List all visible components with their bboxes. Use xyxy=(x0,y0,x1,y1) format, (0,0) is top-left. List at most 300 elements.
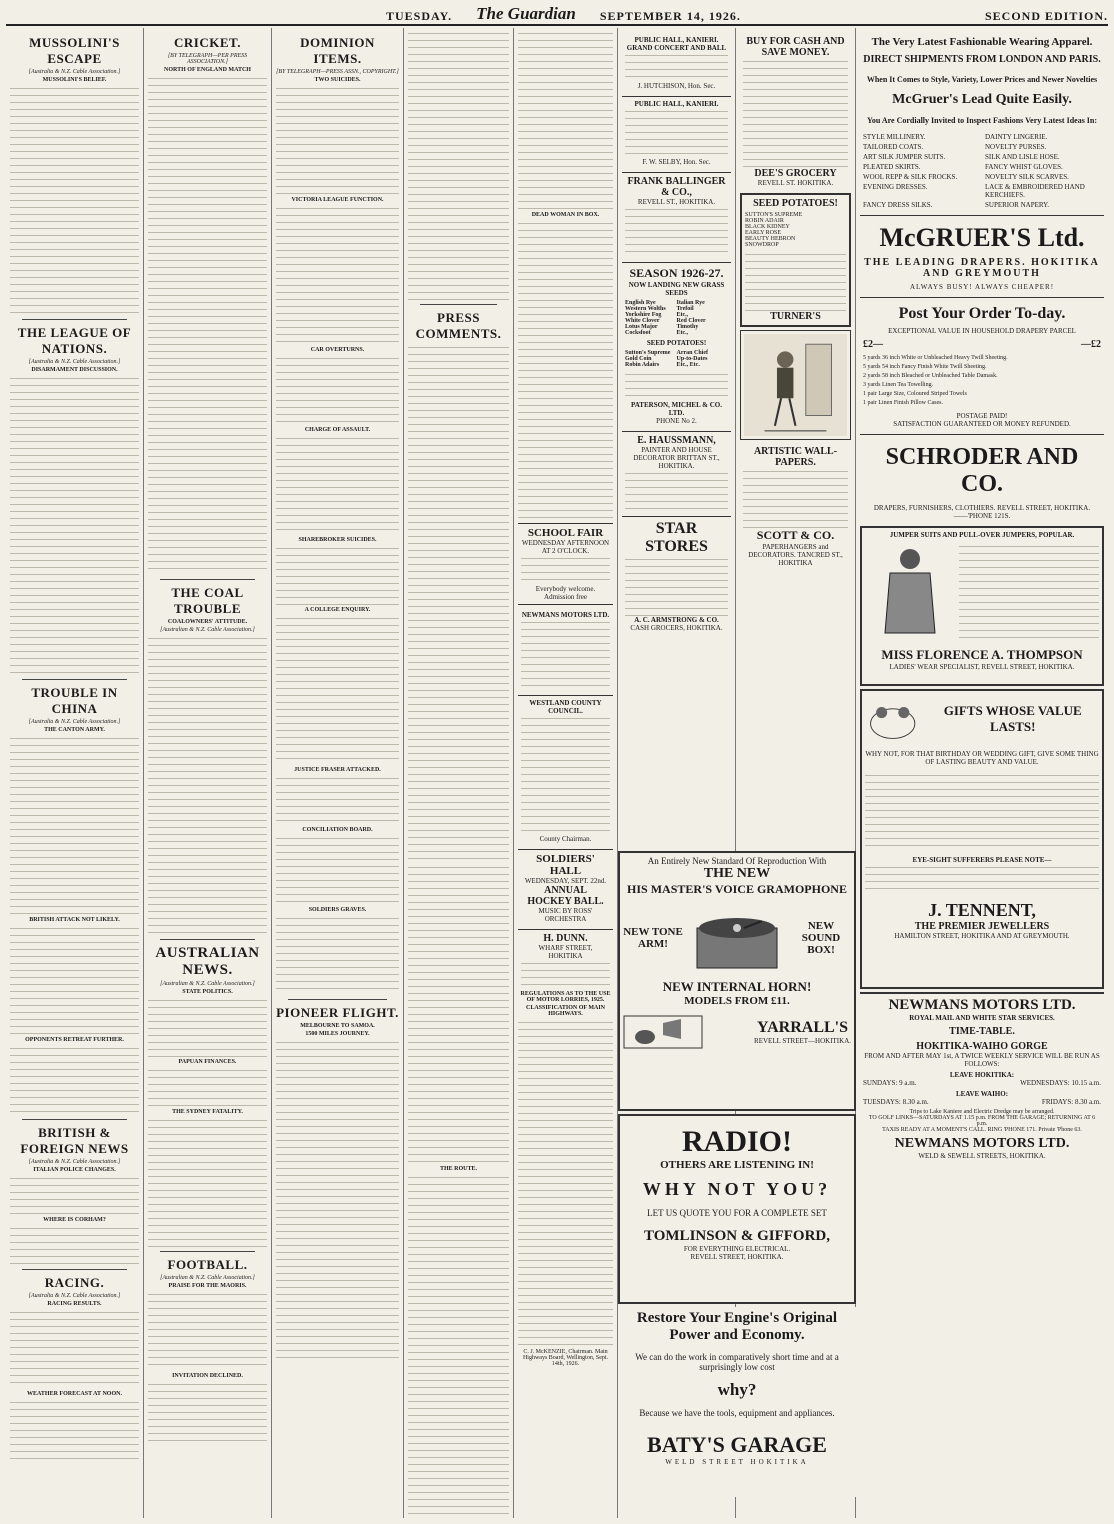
parcel-item: 5 yards 36 inch White or Unbleached Heavy Twill Sheeting. xyxy=(863,355,1008,361)
ad-title: PUBLIC HALL, KANIERI. xyxy=(634,36,719,44)
ad-body xyxy=(865,864,1099,894)
fashion-item: LACE & EMBROIDERED HAND KERCHIEFS. xyxy=(985,183,1085,199)
column-3 xyxy=(272,28,404,1518)
body-text-block xyxy=(518,30,613,210)
subhead: INVITATION DECLINED. xyxy=(172,1373,243,1379)
fashion-item: DAINTY LINGERIE. xyxy=(985,133,1048,141)
subhead: CAR OVERTURNS. xyxy=(310,347,365,353)
ad-footer: DEE'S GROCERY xyxy=(754,168,837,179)
ad-body xyxy=(625,556,728,616)
dunn-ad xyxy=(518,929,613,988)
kanieri-hall-ad xyxy=(622,96,731,169)
ad-line: HOKITIKA-WAIHO GORGE xyxy=(916,1041,1048,1052)
fashion-item: TAILORED COATS. xyxy=(863,143,924,151)
ad-title: SCHOOL FAIR xyxy=(527,527,604,539)
parcel-item: 5 yards 54 inch Fancy Finish White Twill Sheeting. xyxy=(863,364,987,370)
subhead: COALOWNERS' ATTITUDE. xyxy=(167,619,248,625)
source-line: [Australia & N.Z. Cable Association.] xyxy=(28,1159,121,1165)
center-ads xyxy=(618,848,856,1500)
subhead: CONCILIATION BOARD. xyxy=(302,827,373,833)
body-text-block xyxy=(148,75,267,575)
ad-subtitle: WEDNESDAY AFTERNOON AT 2 O'CLOCK. xyxy=(521,539,610,555)
headline-pioneer-flight: PIONEER FLIGHT. xyxy=(276,1005,399,1020)
headline-league: THE LEAGUE OF NATIONS. xyxy=(17,325,132,356)
ad-subtitle: ROYAL MAIL AND WHITE STAR SERVICES. xyxy=(909,1014,1055,1022)
ad-body xyxy=(625,206,728,256)
haussmann-ad xyxy=(622,431,731,513)
body-text-block xyxy=(10,735,139,915)
subhead: MUSSOLINI'S BELIEF. xyxy=(42,77,107,83)
hockey-ball-ad xyxy=(518,849,613,926)
ad-line: PHONE No 2. xyxy=(656,417,697,425)
ad-subtitle: WEDNESDAY, SEPT. 22nd. xyxy=(524,877,607,885)
ad-footer: BATY'S GARAGE xyxy=(647,1432,827,1457)
ad-line: EYE-SIGHT SUFFERERS PLEASE NOTE— xyxy=(912,856,1052,864)
ad-title: RADIO! xyxy=(682,1125,792,1158)
fashion-item: EVENING DRESSES. xyxy=(863,183,928,191)
body-text-block xyxy=(518,1019,613,1349)
kanieri-concert-ad xyxy=(622,33,731,93)
subhead: STATE POLITICS. xyxy=(182,989,233,995)
subhead: A COLLEGE ENQUIRY. xyxy=(304,607,371,613)
ad-title: THE NEW xyxy=(703,866,771,881)
ad-footer: TOMLINSON & GIFFORD, xyxy=(644,1228,830,1244)
newmans-info-line: Trips to Lake Kaniere and Electric Dredge may be arranged. xyxy=(909,1109,1055,1115)
westland-council-ad xyxy=(518,695,613,846)
subhead: PRAISE FOR THE MAORIS. xyxy=(168,1283,247,1289)
ad-line: WHY NOT YOU? xyxy=(642,1179,832,1199)
body-text-block xyxy=(408,30,509,300)
ad-subtitle: NOW LANDING NEW GRASS SEEDS xyxy=(628,281,725,297)
day-label: SUNDAYS: xyxy=(863,1079,898,1087)
subhead: WHERE IS CORHAM? xyxy=(43,1217,106,1223)
newspaper-title: The Guardian xyxy=(476,4,576,23)
body-text-block xyxy=(148,635,267,935)
fashion-item: NOVELTY PURSES. xyxy=(985,143,1047,151)
edition-label: SECOND EDITION. xyxy=(984,9,1108,23)
time-label: 8.30 a.m. xyxy=(1074,1098,1101,1106)
ad-subtitle: WHARF STREET, HOKITIKA xyxy=(538,944,593,960)
potato-variety: SNOWDROP xyxy=(745,242,779,248)
ad-line: McGruer's Lead Quite Easily. xyxy=(892,92,1072,107)
seed-item: Cocksfoot xyxy=(625,330,651,336)
body-text-block xyxy=(148,1117,267,1247)
subhead: SOLDIERS GRAVES. xyxy=(308,907,367,913)
headline-cricket: CRICKET. xyxy=(174,35,241,50)
ad-main: HIS MASTER'S VOICE GRAMOPHONE xyxy=(627,882,847,896)
headline-football: FOOTBALL. xyxy=(167,1257,248,1272)
ad-body xyxy=(521,960,610,985)
ad-address: HAMILTON STREET, HOKITIKA AND AT GREYMOUTH. xyxy=(894,932,1070,940)
newmans-info-line: TO GOLF LINKS—SATURDAYS AT 1.15 p.m. FROM THE GARAGE; RETURNING AT 6 p.m. xyxy=(868,1115,1096,1127)
seed-item: Timothy xyxy=(676,324,699,330)
ad-line: MUSIC BY ROSS' ORCHESTRA xyxy=(538,907,593,923)
divider xyxy=(22,1119,127,1120)
ad-title: NEWMANS MOTORS LTD. xyxy=(521,611,610,619)
radio-ad xyxy=(618,1114,856,1304)
ad-subtitle: THE LEADING DRAPERS. HOKITIKA AND GREYMOUTH xyxy=(864,257,1100,279)
fashion-item: NOVELTY SILK SCARVES. xyxy=(985,173,1069,181)
subhead: SHAREBROKER SUICIDES. xyxy=(298,537,377,543)
potato-variety: BEAUTY HEBRON xyxy=(745,236,796,242)
ad-body xyxy=(745,251,846,311)
subhead: BRITISH ATTACK NOT LIKELY. xyxy=(29,917,120,923)
ad-title: E. HAUSSMANN, xyxy=(637,435,716,446)
ad-main: ANNUAL HOCKEY BALL. xyxy=(527,885,604,907)
ad-title: FRANK BALLINGER & CO., xyxy=(627,176,726,198)
ad-address: WELD STREET HOKITIKA xyxy=(665,1458,809,1466)
ad-title: NEWMANS MOTORS LTD. xyxy=(888,997,1076,1013)
ad-body xyxy=(521,555,610,585)
potato-variety: ROBIN ADAIR xyxy=(745,218,784,224)
headline-mussolini: MUSSOLINI'S ESCAPE xyxy=(29,35,120,66)
schroder-ad xyxy=(860,434,1104,523)
time-label: 10.15 a.m. xyxy=(1071,1079,1101,1087)
ad-body xyxy=(625,108,728,158)
headline-racing: RACING. xyxy=(44,1275,105,1290)
mcgruers-fashion-ad xyxy=(860,33,1104,212)
ad-title: McGRUER'S Ltd. xyxy=(879,223,1085,252)
body-text-block xyxy=(276,205,399,345)
day-label: TUESDAYS: xyxy=(863,1098,901,1106)
ad-title: BUY FOR CASH AND SAVE MONEY. xyxy=(746,36,845,58)
fashion-item: WOOL REPP & SILK FROCKS. xyxy=(863,173,958,181)
seed-item: Italian Rye xyxy=(676,300,705,306)
fashion-item: STYLE MILLINERY. xyxy=(863,133,926,141)
body-text-block xyxy=(276,915,399,995)
divider xyxy=(160,939,255,940)
ad-body xyxy=(865,772,1099,852)
ad-footer: PATERSON, MICHEL & CO. LTD. xyxy=(631,401,722,417)
ad-title: H. DUNN. xyxy=(543,933,588,944)
divider xyxy=(160,1251,255,1252)
subhead: PAPUAN FINANCES. xyxy=(178,1059,237,1065)
tennent-jewellers-ad xyxy=(860,689,1104,989)
body-text-block xyxy=(148,1381,267,1441)
source-line: [Australian & N.Z. Cable Association.] xyxy=(160,981,255,987)
body-text-block xyxy=(10,925,139,1035)
ad-title: The Very Latest Fashionable Wearing Apparel. xyxy=(871,36,1093,48)
ad-line: An Entirely New Standard Of Reproduction With xyxy=(647,856,827,866)
ad-address: REVELL STREET—HOKITIKA. xyxy=(754,1037,851,1045)
body-text-block xyxy=(276,835,399,905)
subhead: VICTORIA LEAGUE FUNCTION. xyxy=(291,197,384,203)
source-line: [BY TELEGRAPH—PER PRESS ASSOCIATION.] xyxy=(167,53,248,65)
gramophone-icon xyxy=(692,903,782,973)
ad-footer: Everybody welcome. Admission free xyxy=(535,585,596,601)
ad-line: why? xyxy=(717,1380,757,1399)
body-text-block xyxy=(148,1291,267,1371)
ad-title: Post Your Order To-day. xyxy=(898,305,1066,322)
body-text-block xyxy=(10,375,139,675)
column-4 xyxy=(404,28,514,1518)
body-text-block xyxy=(10,1309,139,1389)
body-text-block xyxy=(10,1399,139,1459)
headline-press-comments: PRESS COMMENTS. xyxy=(415,310,502,341)
body-text-block xyxy=(148,1067,267,1107)
body-text-block xyxy=(10,85,139,315)
potato-variety: BLACK KIDNEY xyxy=(745,224,790,230)
ad-footer: YARRALL'S xyxy=(757,1019,849,1036)
paperhanger-illustration xyxy=(744,334,847,436)
ad-title: Restore Your Engine's Original Power and Economy. xyxy=(636,1310,838,1343)
headline-australian-news: AUSTRALIAN NEWS. xyxy=(155,945,260,978)
ad-body xyxy=(743,468,848,528)
subhead: DEAD WOMAN IN BOX. xyxy=(531,212,600,218)
ad-line: Because we have the tools, equipment and appliances. xyxy=(639,1408,835,1418)
potato-list xyxy=(625,350,728,368)
source-line: [Australia & N.Z. Cable Association.] xyxy=(28,1293,121,1299)
jumper-illustration xyxy=(865,543,955,643)
source-line: [Australia & N.Z. Cable Association.] xyxy=(28,719,121,725)
ad-line: When It Comes to Style, Variety, Lower Prices and Newer Novelties xyxy=(866,75,1098,84)
body-text-block xyxy=(408,864,509,1164)
parcel-items-list xyxy=(863,354,1101,408)
divider xyxy=(288,999,387,1000)
headline-china: TROUBLE IN CHINA xyxy=(31,685,118,716)
potato-item: Etc., Etc. xyxy=(676,362,700,368)
potato-item: Up-to-Dates xyxy=(676,356,708,362)
subhead: 1500 MILES JOURNEY. xyxy=(305,1031,370,1037)
fashion-item: SUPERIOR NAPERY. xyxy=(985,201,1050,209)
dees-grocery-ad xyxy=(740,33,851,190)
ad-body xyxy=(521,715,610,835)
ad-footer: SATISFACTION GUARANTEED OR MONEY REFUNDED. xyxy=(893,420,1071,428)
seed-item: Lotus Major xyxy=(625,324,658,330)
price-right: —£2 xyxy=(1081,339,1101,350)
ad-line: FROM AND AFTER MAY 1st, A TWICE WEEKLY SERVICE WILL BE RUN AS FOLLOWS: xyxy=(864,1052,1100,1068)
body-text-block xyxy=(276,355,399,425)
parcel-item: 1 pair Linen Finish Pillow Cases. xyxy=(863,400,943,406)
ad-line: WHY NOT, FOR THAT BIRTHDAY OR WEDDING GIFT, GIVE SOME THING OF LASTING BEAUTY AND VALUE. xyxy=(865,750,1099,766)
body-text-block xyxy=(276,545,399,605)
ad-body xyxy=(959,543,1099,643)
season-seeds-ad xyxy=(622,262,731,428)
headline-dominion: DOMINION ITEMS. xyxy=(300,35,375,66)
issue-day: TUESDAY. xyxy=(386,9,453,23)
body-text-block xyxy=(10,1175,139,1215)
ad-address: LADIES' WEAR SPECIALIST, REVELL STREET, HOKITIKA. xyxy=(889,663,1075,671)
ad-address: PAPERHANGERS and DECORATORS. TANCRED ST., HOKITIKA xyxy=(748,543,843,567)
ad-subtitle: CASH GROCERS, HOKITIKA. xyxy=(630,624,723,632)
seed-list xyxy=(625,300,728,336)
headline-coal: THE COAL TROUBLE xyxy=(171,585,244,616)
day-label: WEDNESDAYS: xyxy=(1020,1079,1070,1087)
divider xyxy=(22,1269,127,1270)
body-text-block xyxy=(408,344,509,864)
ad-body xyxy=(625,470,728,510)
body-text-block xyxy=(10,1225,139,1265)
subhead: CHARGE OF ASSAULT. xyxy=(304,427,371,433)
subhead: THE CANTON ARMY. xyxy=(44,727,105,733)
column-5 xyxy=(514,28,618,1518)
source-line: [Australia & N.Z. Cable Association.] xyxy=(28,359,121,365)
day-label: FRIDAYS: xyxy=(1041,1098,1074,1106)
school-fair-ad xyxy=(518,523,613,605)
ad-subtitle: REVELL ST., HOKITIKA. xyxy=(637,198,716,206)
seed-item: White Clover xyxy=(625,318,660,324)
subhead: THE ROUTE. xyxy=(439,1166,477,1172)
time-label: 8.30 a.m. xyxy=(902,1098,929,1106)
seed-item: Trefoil xyxy=(676,306,694,312)
ad-footer: C. J. McKENZIE, Chairman. Main Highways Board, Wellington, Sept. 14th, 1926. xyxy=(522,1349,609,1367)
time-label: 9 a.m. xyxy=(899,1079,917,1087)
fashion-item: FANCY DRESS SILKS. xyxy=(863,201,933,209)
ad-line: LEAVE HOKITIKA: xyxy=(949,1071,1015,1079)
ad-title: A. C. ARMSTRONG & CO. xyxy=(634,616,719,624)
subhead: TWO SUICIDES. xyxy=(314,77,361,83)
ballinger-ad xyxy=(622,172,731,259)
source-line: [Australian & N.Z. Cable Association.] xyxy=(160,1275,255,1281)
ad-line: You Are Cordially Invited to Inspect Fashions Very Latest Ideas In: xyxy=(866,116,1098,125)
page-columns xyxy=(6,28,1108,1518)
potato-item: Sutton's Supreme xyxy=(625,350,671,356)
subhead: THE SYDNEY FATALITY. xyxy=(172,1109,243,1115)
newmans-info-line: TAXIS READY AT A MOMENT'S CALL. RING 'PHONE 171. Private 'Phone 63. xyxy=(882,1127,1082,1133)
divider xyxy=(22,319,127,320)
source-line: [BY TELEGRAPH—PRESS ASSN., COPYRIGHT.] xyxy=(276,69,399,75)
post-your-order-ad xyxy=(860,297,1104,431)
subhead: ITALIAN POLICE CHANGES. xyxy=(33,1167,116,1173)
ad-line: LEAVE WAIHO: xyxy=(955,1090,1009,1098)
fashion-item: ART SILK JUMPER SUITS. xyxy=(863,153,946,161)
ad-title: PUBLIC HALL, KANIERI. xyxy=(634,100,719,108)
ad-footer: County Chairman. xyxy=(539,835,592,843)
price-left: £2— xyxy=(863,339,883,350)
ad-title: SCHRODER AND CO. xyxy=(885,444,1079,497)
his-masters-voice-logo xyxy=(623,1015,703,1049)
source-line: [Australian & N.Z. Cable Association.] xyxy=(160,627,255,633)
body-text-block xyxy=(276,85,399,195)
subhead: DISARMAMENT DISCUSSION. xyxy=(31,367,118,373)
ad-body xyxy=(625,371,728,401)
seed-item: Yorkshire Fog xyxy=(625,312,662,318)
ad-footer: SCOTT & CO. xyxy=(756,528,835,542)
potato-item: Gold Coin xyxy=(625,356,652,362)
subhead: CLASSIFICATION OF MAIN HIGHWAYS. xyxy=(525,1005,605,1017)
ad-footer: NEWMANS MOTORS LTD. xyxy=(894,1136,1070,1151)
source-line: [Australia & N.Z. Cable Association.] xyxy=(28,69,121,75)
body-text-block xyxy=(10,1045,139,1115)
subhead: RACING RESULTS. xyxy=(47,1301,102,1307)
subhead: NORTH OF ENGLAND MATCH xyxy=(164,67,251,73)
ad-subtitle: EXCEPTIONAL VALUE IN HOUSEHOLD DRAPERY PARCEL xyxy=(888,327,1076,335)
divider xyxy=(22,679,127,680)
subhead: REGULATIONS AS TO THE USE OF MOTOR LORRIES, 1925. xyxy=(520,991,611,1003)
ad-feature-right: NEW SOUND BOX! xyxy=(801,920,841,956)
potato-item: Robin Adairs xyxy=(625,362,660,368)
fashion-item: FANCY WHIST GLOVES. xyxy=(985,163,1063,171)
ad-body xyxy=(743,58,848,168)
ad-subtitle: PAINTER AND HOUSE DECORATOR BRITTAN ST., HOKITIKA. xyxy=(633,446,720,470)
potato-item: Arran Chief xyxy=(676,350,708,356)
seed-item: Western Wolths xyxy=(625,306,666,312)
seed-item: Red Clover xyxy=(676,318,706,324)
newmans-info-lines xyxy=(863,1109,1101,1133)
seed-item: Etc., xyxy=(676,312,689,318)
headline-british-foreign: BRITISH & FOREIGN NEWS xyxy=(20,1125,129,1156)
ad-line: SEED POTATOES! xyxy=(646,339,707,347)
potato-variety: SUTTON'S SUPREME xyxy=(745,212,803,218)
ad-line: NEW INTERNAL HORN! xyxy=(662,979,812,994)
fashion-item: SILK AND LISLE HOSE. xyxy=(985,153,1060,161)
issue-date: SEPTEMBER 14, 1926. xyxy=(599,9,741,23)
body-text-block xyxy=(276,435,399,535)
star-stores-ad xyxy=(622,516,731,635)
column-1 xyxy=(6,28,144,1518)
ad-main: DIRECT SHIPMENTS FROM LONDON AND PARIS. xyxy=(863,54,1101,65)
jewellery-illustration xyxy=(865,694,920,744)
ad-body xyxy=(625,52,728,82)
divider xyxy=(160,579,255,580)
ad-subtitle: DRAPERS, FURNISHERS, CLOTHIERS. REVELL STREET, HOKITIKA.——'PHONE 121S. xyxy=(873,504,1091,520)
ad-title: SOLDIERS' HALL xyxy=(536,853,595,877)
body-text-block xyxy=(276,775,399,825)
subhead: MELBOURNE TO SAMOA. xyxy=(300,1023,375,1029)
seed-item: English Rye xyxy=(625,300,656,306)
subhead: JUSTICE FRASER ATTACKED. xyxy=(294,767,381,773)
ad-address: REVELL ST. HOKITIKA. xyxy=(757,179,834,187)
ad-body xyxy=(521,619,610,689)
ad-footer: TURNER'S xyxy=(770,311,821,322)
batys-garage-ad xyxy=(618,1307,856,1497)
seed-item: Etc., xyxy=(676,330,689,336)
mcgruers-ltd-ad xyxy=(860,215,1104,294)
ad-footer: MISS FLORENCE A. THOMPSON xyxy=(881,647,1083,662)
ad-line: POSTAGE PAID! xyxy=(956,412,1008,420)
fashion-item: PLEATED SKIRTS. xyxy=(863,163,921,171)
ad-title: STAR STORES xyxy=(645,520,708,555)
ad-title: SEASON 1926-27. xyxy=(629,266,724,280)
ad-line: We can do the work in comparatively short time and at a surprisingly low cost xyxy=(635,1352,839,1372)
gramophone-ad xyxy=(618,851,856,1111)
subhead: WEATHER FORECAST AT NOON. xyxy=(27,1391,122,1397)
body-text-block xyxy=(276,615,399,765)
column-8 xyxy=(856,28,1108,1518)
ad-line: ALWAYS BUSY! ALWAYS CHEAPER! xyxy=(909,283,1055,291)
subhead: OPPONENTS RETREAT FURTHER. xyxy=(25,1037,124,1043)
ad-feature-left: NEW TONE ARM! xyxy=(623,926,683,950)
divider xyxy=(420,304,497,305)
potato-varieties xyxy=(745,212,846,248)
ad-title: GIFTS WHOSE VALUE LASTS! xyxy=(943,703,1082,734)
thompson-ad xyxy=(860,526,1104,686)
ad-price: MODELS FROM £11. xyxy=(684,995,790,1007)
ad-line: TIME-TABLE. xyxy=(949,1026,1015,1037)
wall-papers-ad xyxy=(740,443,851,570)
ad-title: WESTLAND COUNTY COUNCIL. xyxy=(529,699,602,715)
ad-footer: J. HUTCHISON, Hon. Sec. xyxy=(637,82,716,90)
column-2 xyxy=(144,28,272,1518)
potato-variety: EARLY ROSE xyxy=(745,230,782,236)
ad-title: JUMPER SUITS AND PULL-OVER JUMPERS, POPULAR. xyxy=(889,531,1075,539)
fashion-items-list xyxy=(863,133,1101,209)
ad-subtitle: THE PREMIER JEWELLERS xyxy=(914,921,1050,932)
body-text-block xyxy=(148,997,267,1057)
ad-line: LET US QUOTE YOU FOR A COMPLETE SET xyxy=(647,1208,827,1218)
ad-address: REVELL STREET, HOKITIKA. xyxy=(690,1253,784,1261)
ad-main: GRAND CONCERT AND BALL xyxy=(626,44,727,52)
body-text-block xyxy=(408,1174,509,1514)
newmans-motors-ad xyxy=(518,608,613,692)
wallpaper-illustration xyxy=(740,330,851,440)
body-text-block xyxy=(518,220,613,520)
ad-footer: F. W. SELBY, Hon. Sec. xyxy=(642,158,711,166)
newmans-timetable-ad xyxy=(860,992,1104,1163)
ad-footer: J. TENNENT, xyxy=(928,900,1036,920)
parcel-item: 3 yards Linen Tea Towelling. xyxy=(863,382,934,388)
ad-title: SEED POTATOES! xyxy=(753,198,838,209)
